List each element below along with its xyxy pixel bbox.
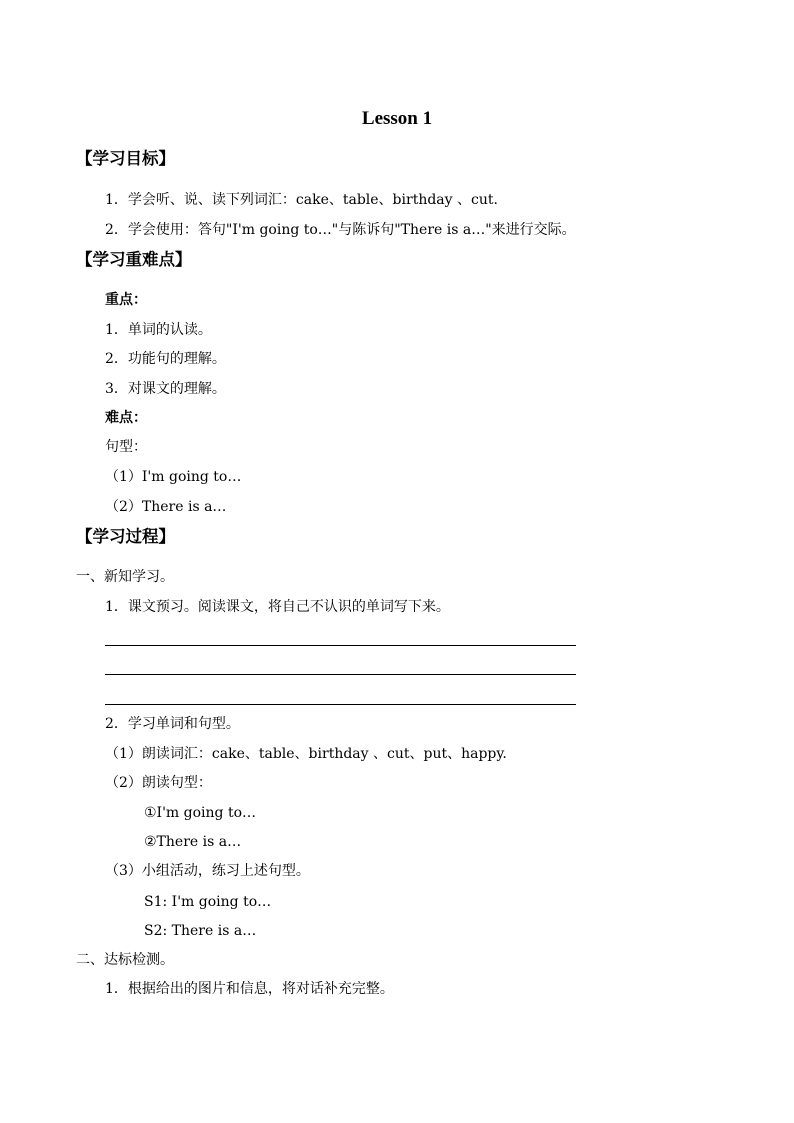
objective-item-2: 2．学会使用：答句"I'm going to…"与陈诉句"There is a…"来进行交际。 [105,222,576,238]
part1-sub3: （3）小组活动，练习上述句型。 [105,863,310,879]
difficult-label: 难点： [105,410,147,426]
key-label: 重点： [105,292,147,308]
sub2-item-2: ②There is a… [144,834,242,850]
part1-step2: 2．学习单词和句型。 [105,716,240,732]
sub3-item-2: S2: There is a… [144,923,257,939]
pattern-item-2: （2）There is a… [105,499,227,515]
writing-line-1[interactable] [105,645,576,646]
key-item-3: 3．对课文的理解。 [105,381,226,397]
page-title: Lesson 1 [361,108,433,129]
part1-step1: 1．课文预习。阅读课文，将自己不认识的单词写下来。 [105,599,450,615]
key-points-heading: 【学习重难点】 [76,250,192,269]
writing-line-2[interactable] [105,674,576,675]
sub2-item-1: ①I'm going to… [144,805,257,821]
objectives-heading: 【学习目标】 [76,149,175,168]
part1-label: 一、新知学习。 [76,569,174,585]
pattern-item-1: （1）I'm going to… [105,469,242,485]
part1-sub2: （2）朗读句型： [105,775,212,791]
objective-item-1: 1．学会听、说、读下列词汇：cake、table、birthday 、cut. [105,192,498,208]
part2-step1: 1．根据给出的图片和信息，将对话补充完整。 [105,981,394,997]
process-heading: 【学习过程】 [76,527,175,546]
key-item-1: 1．单词的认读。 [105,322,212,338]
sub3-item-1: S1: I'm going to… [144,894,272,910]
pattern-label: 句型： [105,439,147,455]
writing-line-3[interactable] [105,704,576,705]
part1-sub1: （1）朗读词汇：cake、table、birthday 、cut、put、happy. [105,746,507,762]
key-item-2: 2．功能句的理解。 [105,351,226,367]
part2-label: 二、达标检测。 [76,952,174,968]
